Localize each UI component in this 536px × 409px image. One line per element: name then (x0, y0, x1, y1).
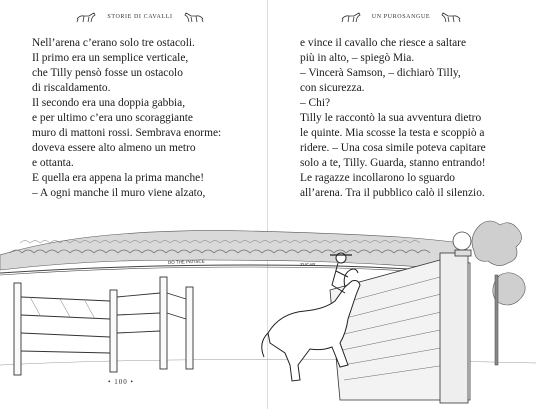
text-line: Tilly le raccontò la sua avventura dietro (300, 112, 482, 124)
text-line: all’arena. Tra il pubblico calò il silenzio. (300, 187, 485, 199)
text-line: solo a te, Tilly. Guarda, stanno entrando! (300, 157, 486, 169)
double-oxer-jump (14, 277, 193, 375)
text-line: – Chi? (300, 97, 331, 109)
left-running-header (40, 10, 240, 24)
text-line: e vince il cavallo che riesce a saltare (300, 37, 467, 49)
right-header-title: UN PUROSANGUE (371, 14, 431, 20)
page-number: • 100 • (108, 378, 134, 386)
text-line: le quinte. Mia scosse la testa e scoppiò a (300, 127, 485, 139)
arena-fence (0, 265, 440, 275)
banner-text-left: DO THE PATISCE (167, 258, 205, 265)
right-body-text (300, 36, 518, 201)
horse-icon (75, 11, 97, 23)
horse-icon (183, 11, 205, 23)
text-line: e ottanta. (32, 157, 74, 169)
text-line: ridere. – Una cosa simile poteva capitare (300, 142, 486, 154)
crowd-stands (0, 231, 460, 270)
text-line: Il primo era un semplice verticale, (32, 52, 189, 64)
banner-text-right: ZUCAR (300, 262, 316, 267)
horse-icon (340, 11, 362, 23)
text-line: – A ogni manche il muro viene alzato, (32, 187, 206, 199)
text-line: Le ragazze incollarono lo sguardo (300, 172, 455, 184)
text-line: di riscaldamento. (32, 82, 111, 94)
arena-illustration (0, 215, 536, 409)
right-running-header (296, 10, 506, 24)
horse-and-rider (262, 253, 360, 381)
horse-icon (440, 11, 462, 23)
text-line: Nell’arena c’erano solo tre ostacoli. (32, 37, 195, 49)
text-line: che Tilly pensò fosse un ostacolo (32, 67, 183, 79)
text-line: e per ultimo c’era uno scoraggiante (32, 112, 193, 124)
text-line: doveva essere alto almeno un metro (32, 142, 196, 154)
text-line: – Vincerà Samson, – dichiarò Tilly, (300, 67, 461, 79)
text-line: Il secondo era una doppia gabbia, (32, 97, 186, 109)
trees (472, 221, 525, 365)
text-line: con sicurezza. (300, 82, 365, 94)
text-line: E quella era appena la prima manche! (32, 172, 205, 184)
left-body-text (32, 36, 242, 201)
left-header-title: STORIE DI CAVALLI (107, 14, 173, 20)
text-line: muro di mattoni rossi. Sembrava enorme: (32, 127, 222, 139)
text-line: più in alto, – spiegò Mia. (300, 52, 415, 64)
